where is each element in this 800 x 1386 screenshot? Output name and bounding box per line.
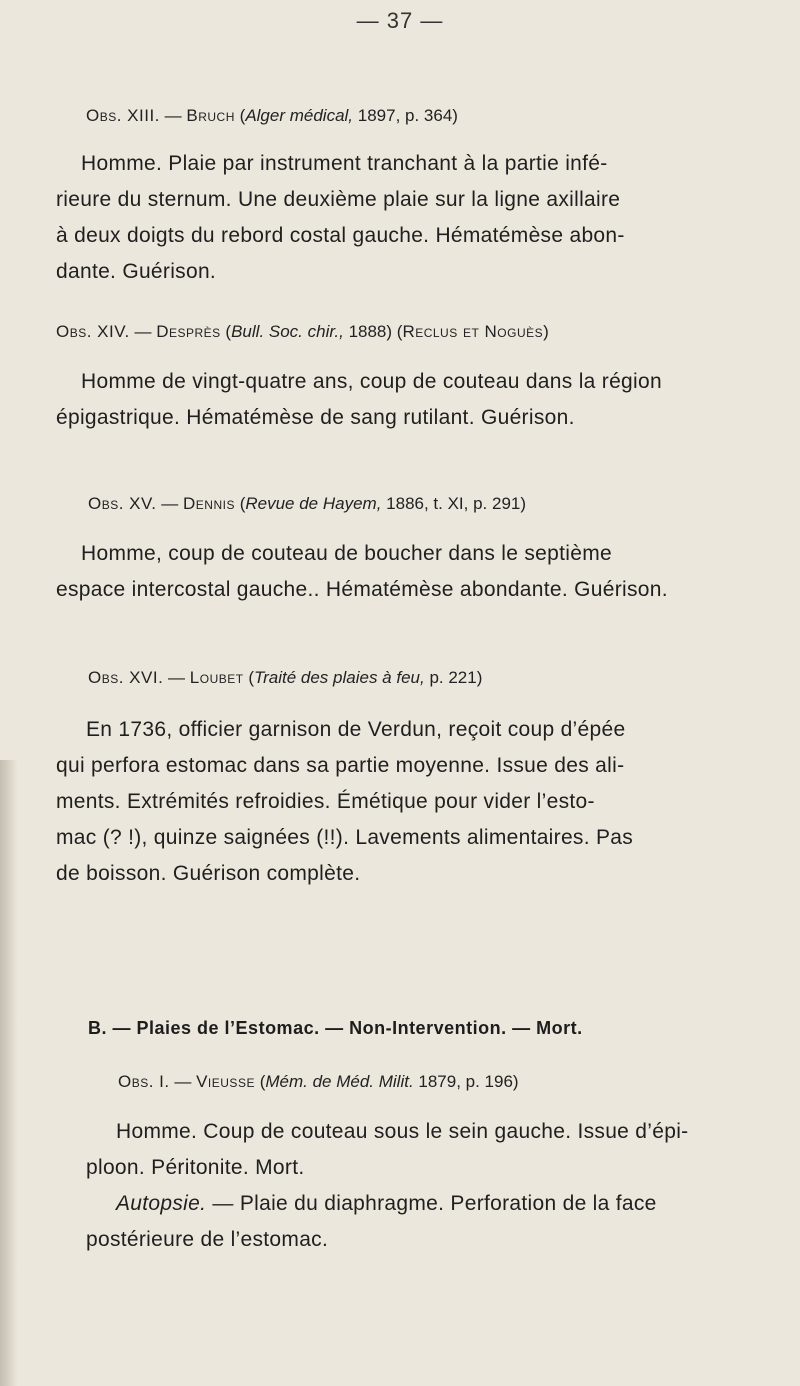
obs-label: Obs. I.	[118, 1072, 170, 1091]
ref-authors: Reclus et Noguès	[402, 322, 544, 341]
obs-author: Bruch	[186, 106, 235, 125]
ref-rest: 1886, t. XI, p. 291)	[381, 494, 527, 513]
obs-author: Dennis	[183, 494, 235, 513]
text-line: Homme. Coup de couteau sous le sein gauche. Issue d’épi-	[116, 1120, 689, 1143]
text-line: de boisson. Guérison complète.	[56, 862, 361, 885]
page-number: — 37 —	[356, 8, 444, 33]
text-line: dante. Guérison.	[56, 260, 217, 283]
ref-journal: Traité des plaies à feu,	[253, 668, 425, 687]
text-line: ploon. Péritonite. Mort.	[86, 1156, 305, 1179]
obs-author: Loubet	[189, 668, 244, 687]
text-line: ments. Extrémités refroidies. Émétique pour vider l’esto-	[56, 790, 595, 813]
obs-label: Obs. XIV.	[56, 322, 130, 341]
obs-xiv-header	[56, 322, 549, 342]
obs-xvi-text	[56, 712, 796, 892]
obs-dash: —	[164, 106, 182, 125]
ref-rest: 1888) (	[343, 322, 403, 341]
obs-xiii-text	[56, 146, 796, 290]
obs-author: Desprès	[156, 322, 221, 341]
obs-label: Obs. XIII.	[86, 106, 160, 125]
obs-dash: —	[168, 668, 186, 687]
obs-label: Obs. XVI.	[88, 668, 164, 687]
ref-open: (	[248, 668, 254, 687]
ref-rest: p. 221)	[424, 668, 483, 687]
ref-open: (	[239, 494, 246, 513]
ref-journal: Mém. de Méd. Milit.	[265, 1072, 414, 1091]
page-shadow-edge	[0, 760, 18, 1386]
autopsy-label: Autopsie.	[116, 1192, 207, 1215]
obs-dash: —	[134, 322, 152, 341]
obs-label: Obs. XV.	[88, 494, 157, 513]
text-line: rieure du sternum. Une deuxième plaie sur la ligne axillaire	[56, 188, 621, 211]
ref-open: (	[239, 106, 246, 125]
text-line: Homme, coup de couteau de boucher dans le septième	[81, 542, 612, 565]
obs-i-header	[118, 1072, 519, 1092]
ref-rest: 1897, p. 364)	[353, 106, 458, 125]
text-line: épigastrique. Hématémèse de sang rutilant. Guérison.	[56, 406, 575, 429]
obs-i-text	[86, 1114, 796, 1258]
ref-open: (	[225, 322, 232, 341]
text-line: à deux doigts du rebord costal gauche. Hématémèse abon-	[56, 224, 625, 247]
obs-xiii-header	[86, 106, 458, 126]
ref-journal: Bull. Soc. chir.,	[231, 322, 344, 341]
section-b-title: B. — Plaies de l’Estomac. — Non-Intervention. — Mort.	[88, 1018, 583, 1038]
text-line: espace intercostal gauche.. Hématémèse abondante. Guérison.	[56, 578, 668, 601]
obs-dash: —	[174, 1072, 192, 1091]
text-line: mac (? !), quinze saignées (!!). Lavements alimentaires. Pas	[56, 826, 634, 849]
ref-journal: Revue de Hayem,	[245, 494, 382, 513]
ref-journal: Alger médical,	[245, 106, 354, 125]
autopsy-line	[86, 1186, 796, 1222]
ref-rest: 1879, p. 196)	[413, 1072, 519, 1091]
autopsy-text: — Plaie du diaphragme. Perforation de la face	[206, 1192, 657, 1215]
obs-xiv-text	[56, 364, 796, 436]
obs-xvi-header	[88, 668, 482, 688]
obs-author: Vieusse	[196, 1072, 255, 1091]
obs-dash: —	[161, 494, 179, 513]
ref-open: (	[259, 1072, 266, 1091]
text-line: Homme. Plaie par instrument tranchant à la partie infé-	[81, 152, 608, 175]
text-line: En 1736, officier garnison de Verdun, reçoit coup d’épée	[86, 718, 626, 741]
text-line: postérieure de l’estomac.	[86, 1228, 329, 1251]
text-line: Homme de vingt-quatre ans, coup de couteau dans la région	[81, 370, 662, 393]
text-line: qui perfora estomac dans sa partie moyenne. Issue des ali-	[56, 754, 625, 777]
obs-xv-header	[88, 494, 526, 514]
ref-close: )	[543, 322, 549, 341]
obs-xv-text	[56, 536, 796, 608]
